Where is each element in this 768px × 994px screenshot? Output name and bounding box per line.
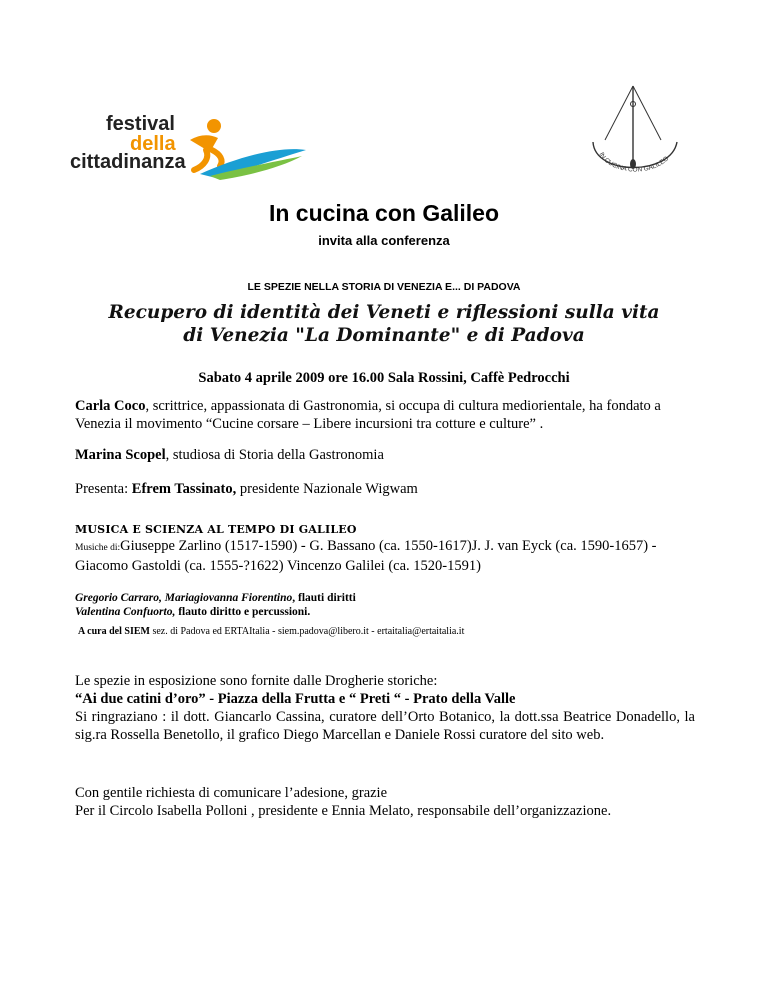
speaker-carla-coco [75, 397, 695, 433]
logo-word-festival: festival [106, 113, 175, 135]
performers [75, 591, 695, 619]
curated-by [78, 623, 698, 641]
running-figure-icon [180, 116, 310, 182]
performers-role: flauto diritto e percussioni. [175, 606, 311, 618]
performers-role: , flauti diritti [292, 592, 356, 604]
music-composers: Giuseppe Zarlino (1517-1590) - G. Bassano (ca. 1550-1617)J. J. van Eyck (ca. 1590-1657) - Giacomo Gastoldi (ca. 1555-?1622) Vincenzo Galilei (ca. 1520-1591) [75, 538, 657, 574]
logo-word-della: della [130, 133, 176, 155]
topic-title-line-1: Recupero di identità dei Veneti e riflessioni sulla vita [108, 302, 660, 323]
curated-contacts: sez. di Padova ed ERTAItalia - siem.padova@libero.it - ertaitalia@ertaitalia.it [149, 626, 465, 637]
presenter-name: Efrem Tassinato, [131, 481, 237, 497]
performers-names: Valentina Confuorto, [75, 606, 176, 618]
speaker-marina-scopel [75, 446, 695, 464]
music-label: Musiche di: [75, 543, 121, 553]
speaker-description: , studiosa di Storia della Gastronomia [165, 447, 384, 463]
logo-word-cittadinanza: cittadinanza [70, 151, 186, 173]
performers-line-2 [75, 605, 695, 619]
speaker-description: , scrittrice, appassionata di Gastronomia, si occupa di cultura mediorientale, ha fondato a Venezia il movimento “Cucine corsare – Libere incursioni tra cotture e culture” . [75, 398, 661, 432]
festival-della-cittadinanza-logo [70, 112, 310, 182]
closing-line-2: Per il Circolo Isabella Polloni , presidente e Ennia Melato, responsabile dell’organizzazione. [75, 803, 612, 819]
topic-heading: LE SPEZIE NELLA STORIA DI VENEZIA E... DI PADOVA [247, 281, 521, 293]
closing-line-1: Con gentile richiesta di comunicare l’adesione, grazie [75, 785, 388, 801]
presenter-line [75, 480, 695, 498]
galileo-logo-text: IN CUCINA CON GALILEO [597, 151, 671, 174]
topic-title-line-2: di Venezia "La Dominante" e di Padova [183, 325, 585, 346]
curated-prefix: A cura del SIEM [78, 626, 150, 637]
speaker-name: Carla Coco [75, 398, 146, 414]
page-subtitle: invita alla conferenza [318, 233, 450, 248]
page-title: In cucina con Galileo [268, 200, 500, 226]
presenter-label: Presenta: [75, 481, 132, 497]
presenter-description: presidente Nazionale Wigwam [236, 481, 418, 497]
event-date-location: Sabato 4 aprile 2009 ore 16.00 Sala Rossini, Caffè Pedrocchi [198, 370, 570, 386]
music-section-heading: MUSICA E SCIENZA AL TEMPO DI GALILEO [75, 523, 357, 536]
performers-names: Gregorio Carraro, Mariagiovanna Fiorentino [75, 592, 293, 604]
performers-line-1 [75, 591, 695, 605]
spices-intro: Le spezie in esposizione sono fornite dalle Drogherie storiche: [75, 673, 438, 689]
acknowledgements: Si ringraziano : il dott. Giancarlo Cassina, curatore dell’Orto Botanico, la dott.ssa Beatrice Donadello, la sig.ra Rossella Benetollo, il grafico Diego Marcellan e Daniele Rossi curatore del sito web. [75, 709, 695, 743]
music-program [75, 537, 695, 575]
spices-source [75, 672, 695, 708]
pendulum-spoon-icon [585, 80, 685, 190]
spices-shops: “Ai due catini d’oro” - Piazza della Frutta e “ Preti “ - Prato della Valle [75, 691, 516, 707]
in-cucina-con-galileo-logo [585, 80, 685, 190]
closing-notes [75, 784, 695, 820]
speaker-name: Marina Scopel [75, 447, 166, 463]
